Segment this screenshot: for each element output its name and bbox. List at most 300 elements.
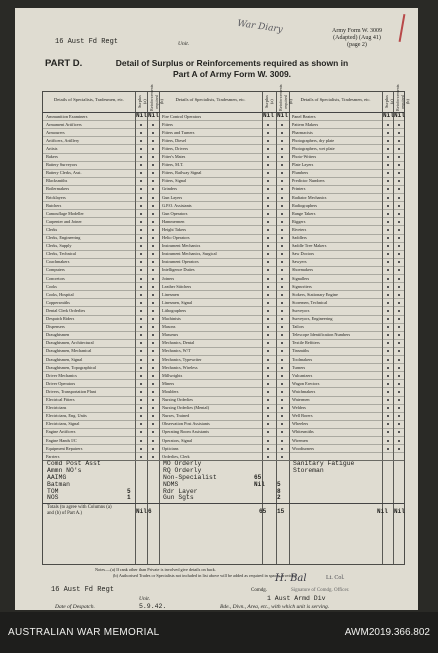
row-divider (43, 355, 404, 356)
blank-dot (281, 197, 283, 199)
blank-dot (387, 213, 389, 215)
trade-name: Storemen, Technical (292, 299, 328, 305)
blank-dot (387, 245, 389, 247)
blank-dot (152, 350, 154, 352)
extra-trade-name: MO Orderly (163, 460, 202, 468)
trade-name: Woodturners (292, 445, 315, 451)
blank-dot (267, 124, 269, 126)
blank-dot (387, 197, 389, 199)
blank-dot (140, 237, 142, 239)
trade-name: Plate Layers (292, 162, 314, 168)
trade-name: Fitters, M.T. (162, 162, 184, 168)
surplus-value: Nil (383, 111, 394, 119)
trade-name: Coachmakers (46, 259, 70, 265)
trade-column-header: Details of Specialists, Tradesmen, etc. (53, 97, 125, 102)
trade-name: Instrument Mechanics, Surgical (162, 251, 217, 257)
trade-name: Wheelers (292, 421, 309, 427)
row-divider (43, 420, 404, 421)
blank-dot (140, 229, 142, 231)
blank-dot (140, 213, 142, 215)
extra-trade-name: Batman (47, 480, 71, 488)
blank-dot (140, 286, 142, 288)
despatch-date-label: Date of Despatch. (55, 604, 95, 610)
trade-name: Well Borers (292, 413, 313, 419)
trade-name: Toolmakers (292, 356, 313, 362)
blank-dot (398, 399, 400, 401)
reinforcements-column-header: Reinforcements required (b) (395, 84, 410, 111)
blank-dot (398, 213, 400, 215)
trade-name: Intelligence Duties (162, 267, 195, 273)
blank-dot (281, 132, 283, 134)
blank-dot (140, 294, 142, 296)
signature-rank: Lt. Col. (326, 575, 345, 581)
extra-trade-name: TOM (47, 487, 59, 495)
trade-name: Mechanics, Typewriter (162, 356, 202, 362)
blank-dot (140, 197, 142, 199)
row-divider (43, 266, 404, 267)
form-title-line: Detail of Surplus or Reinforcements required as shown in (115, 58, 349, 68)
archive-reference: AWM2019.366.802 (344, 627, 430, 638)
blank-dot (281, 407, 283, 409)
blank-dot (152, 132, 154, 134)
blank-dot (281, 367, 283, 369)
blank-dot (140, 342, 142, 344)
trade-name: Mechanics, W/T (162, 348, 191, 354)
trade-name: Engine Artificers (46, 429, 76, 435)
blank-dot (140, 440, 142, 442)
blank-dot (267, 221, 269, 223)
form-ref-line: Army Form W. 3009 (331, 28, 382, 34)
blank-dot (387, 431, 389, 433)
form-reference (315, 28, 399, 49)
trade-name: Radiator Mechanics (292, 194, 327, 200)
trade-name: Welders (292, 405, 306, 411)
extra-reinforcement-value: 2 (277, 494, 281, 502)
row-divider (43, 396, 404, 397)
trade-name: Bakers (46, 154, 58, 159)
blank-dot (152, 140, 154, 142)
blank-dot (267, 188, 269, 190)
total-value: Nil (377, 508, 388, 516)
blank-dot (398, 415, 400, 417)
trade-name: Textile Refitters (292, 340, 320, 346)
reinforcements-column-header: Reinforcements required (b) (278, 84, 293, 111)
blank-dot (387, 229, 389, 231)
row-divider (43, 250, 404, 251)
trade-name: Draughtsmen, Architectural (46, 340, 94, 346)
blank-dot (152, 278, 154, 280)
trade-name: Cooks, Hospital (46, 291, 74, 297)
blank-dot (267, 294, 269, 296)
unit-label-bottom: Unit. (139, 596, 151, 602)
trade-name: Predictor Numbers (292, 178, 325, 184)
trade-name: Nurses, Trained (162, 413, 190, 419)
blank-dot (387, 383, 389, 385)
trade-name: Wiremen (292, 437, 308, 443)
trade-name: Sawyers (292, 259, 307, 265)
blank-dot (267, 326, 269, 328)
blank-dot (281, 286, 283, 288)
trade-name: Clerks, Technical (46, 251, 76, 257)
blank-dot (387, 318, 389, 320)
row-divider (43, 193, 404, 194)
row-divider (43, 217, 404, 218)
row-divider (43, 436, 404, 437)
blank-dot (267, 350, 269, 352)
blank-dot (267, 237, 269, 239)
row-divider (43, 363, 404, 364)
extra-trade-name: AAIMG (47, 473, 67, 481)
blank-dot (387, 278, 389, 280)
archive-name: AUSTRALIAN WAR MEMORIAL (8, 627, 160, 638)
blank-dot (267, 132, 269, 134)
extra-surplus-value: 1 (127, 494, 131, 502)
trade-name: Joiners (162, 275, 175, 281)
trade-name: Pattern Makers (292, 121, 319, 127)
blank-dot (387, 326, 389, 328)
blank-dot (387, 342, 389, 344)
trade-name: Cooks (46, 283, 57, 289)
blank-dot (140, 407, 142, 409)
blank-dot (281, 326, 283, 328)
blank-dot (387, 423, 389, 425)
trade-name: Driver Mechanics (46, 372, 77, 378)
row-divider (43, 404, 404, 405)
trade-name: Linesmen, Signal (162, 299, 193, 305)
blank-dot (398, 229, 400, 231)
blank-dot (281, 213, 283, 215)
blank-dot (281, 302, 283, 304)
blank-dot (398, 326, 400, 328)
blank-dot (152, 269, 154, 271)
blank-dot (152, 229, 154, 231)
blank-dot (387, 156, 389, 158)
extra-reinforcement-value: 8 (277, 487, 281, 495)
blank-dot (152, 456, 154, 458)
blank-dot (281, 431, 283, 433)
column-divider (135, 92, 136, 564)
blank-dot (398, 286, 400, 288)
blank-dot (152, 407, 154, 409)
blank-dot (398, 164, 400, 166)
blank-dot (387, 132, 389, 134)
trade-name: Linesmen (162, 291, 179, 297)
trade-name: Ammunition Examiners (46, 113, 88, 119)
blank-dot (152, 245, 154, 247)
blank-dot (281, 261, 283, 263)
extra-trade-name: NOS (47, 494, 59, 502)
blank-dot (152, 205, 154, 207)
blank-dot (398, 188, 400, 190)
column-divider (393, 92, 394, 564)
blank-dot (267, 399, 269, 401)
blank-dot (281, 448, 283, 450)
trade-name: Fitters, Signal (162, 178, 187, 184)
blank-dot (267, 172, 269, 174)
blank-dot (387, 286, 389, 288)
trade-name: Drivers, Transportation Plant (46, 388, 97, 394)
blank-dot (281, 350, 283, 352)
trade-name: Vulcanizers (292, 372, 313, 378)
trade-name: Saddle Tree Makers (292, 243, 327, 249)
blank-dot (140, 415, 142, 417)
trade-name: Artificers, Artillery (46, 137, 80, 143)
row-divider (43, 371, 404, 372)
trade-name: Photo-Writers (292, 154, 317, 159)
surplus-column-header: Surplus (a) (137, 95, 147, 109)
surplus-value: Nil (136, 111, 147, 119)
blank-dot (398, 302, 400, 304)
row-divider (43, 242, 404, 243)
trade-name: Stokers, Stationary Engine (292, 291, 338, 297)
extra-surplus-value: Nil (254, 480, 265, 488)
row-divider (43, 323, 404, 324)
blank-dot (152, 375, 154, 377)
trade-name: Armament Artificers (46, 121, 82, 127)
trade-name: Miners (162, 380, 175, 386)
blank-dot (140, 399, 142, 401)
row-divider (43, 144, 404, 145)
blank-dot (152, 415, 154, 417)
column-divider (262, 92, 263, 564)
total-value: Nil (136, 508, 147, 516)
blank-dot (387, 253, 389, 255)
blank-dot (398, 269, 400, 271)
trade-name: Fitters, Drivers (162, 145, 189, 151)
commanding-label: Comdg. (251, 588, 267, 593)
trade-name: Electricians, Eng. Units (46, 413, 87, 419)
trade-name: Concretors (46, 275, 65, 281)
document-page (15, 8, 418, 610)
blank-dot (140, 205, 142, 207)
blank-dot (398, 310, 400, 312)
unit-label: Unit. (178, 41, 190, 47)
surplus-value: Nil (263, 111, 274, 119)
trade-name: Instrument Mechanics (162, 243, 201, 249)
blank-dot (140, 124, 142, 126)
total-value: 15 (277, 508, 285, 516)
trade-name: Bricklayers (46, 194, 66, 200)
row-divider (43, 282, 404, 283)
reinforcement-value: Nil (148, 111, 159, 119)
trade-name: Whitesmiths (292, 429, 314, 435)
blank-dot (152, 423, 154, 425)
blank-dot (387, 237, 389, 239)
blank-dot (267, 213, 269, 215)
blank-dot (281, 156, 283, 158)
blank-dot (281, 188, 283, 190)
extra-trade-name: RQ Orderly (163, 467, 202, 475)
trade-name: Helio Operators (162, 235, 190, 240)
blank-dot (387, 375, 389, 377)
blank-dot (152, 261, 154, 263)
blank-dot (281, 294, 283, 296)
blank-dot (387, 440, 389, 442)
trade-name: Draughtsmen (46, 332, 70, 338)
trade-name: Masons (162, 324, 176, 330)
blank-dot (267, 342, 269, 344)
blank-dot (140, 448, 142, 450)
blank-dot (281, 140, 283, 142)
row-divider (43, 234, 404, 235)
row-divider (43, 169, 404, 170)
blank-dot (267, 448, 269, 450)
trade-name: Shoemakers (292, 267, 314, 273)
trade-name: Fitters and Turners (162, 129, 195, 135)
blank-dot (267, 334, 269, 336)
blank-dot (281, 342, 283, 344)
trade-name: Telescope Identification Numbers (292, 332, 351, 338)
row-divider (43, 128, 404, 129)
blank-dot (267, 456, 269, 458)
formation-name: 1 Aust Armd Div (267, 595, 326, 602)
blank-dot (281, 229, 283, 231)
trade-name: Camouflage Modeller (46, 210, 84, 216)
totals-label: Totals (to agree with Columns (a) and (b) of Part A.) (47, 505, 112, 517)
trade-name: Electrical Fitters (46, 397, 75, 402)
trade-name: Opticians (162, 445, 179, 451)
trade-name: Saddlers (292, 235, 307, 240)
blank-dot (398, 124, 400, 126)
blank-dot (387, 221, 389, 223)
blank-dot (387, 391, 389, 393)
blank-dot (152, 359, 154, 361)
trade-name: Clerks (46, 226, 58, 232)
blank-dot (152, 213, 154, 215)
blank-dot (140, 375, 142, 377)
blank-dot (398, 278, 400, 280)
blank-dot (398, 197, 400, 199)
trade-name: Battery Clerks, Asst. (46, 170, 82, 176)
blank-dot (398, 140, 400, 142)
blank-dot (281, 415, 283, 417)
trade-name: Photographers, dry plate (292, 137, 335, 143)
trade-name: Grinders (162, 186, 178, 192)
trade-name: Gun Layers (162, 194, 183, 200)
archive-footer (0, 612, 438, 653)
trade-name: Signwriters (292, 283, 312, 289)
blank-dot (387, 205, 389, 207)
blank-dot (281, 318, 283, 320)
blank-dot (387, 302, 389, 304)
row-divider (43, 315, 404, 316)
blank-dot (398, 448, 400, 450)
extra-trade-name: Storeman (293, 467, 324, 475)
row-divider (43, 153, 404, 154)
blank-dot (267, 140, 269, 142)
blank-dot (140, 253, 142, 255)
blank-dot (152, 180, 154, 182)
row-divider (43, 274, 404, 275)
form-ref-line: (page 2) (347, 42, 367, 48)
trade-name: Saw Doctors (292, 251, 315, 257)
blank-dot (398, 156, 400, 158)
trade-name: Observation Post Assistants (162, 421, 210, 427)
blank-dot (140, 350, 142, 352)
trade-name: Pharmacists (292, 129, 313, 135)
blank-dot (140, 318, 142, 320)
trade-name: Mechanics, Dental (162, 340, 195, 346)
despatch-date: 5.9.42. (139, 603, 167, 610)
trade-name: Tinsmiths (292, 348, 310, 354)
blank-dot (267, 431, 269, 433)
trade-name: Draughtsmen, Signal (46, 356, 83, 362)
trade-name: Radiographers (292, 202, 318, 208)
trade-name: Watchmakers (292, 388, 316, 394)
blank-dot (387, 180, 389, 182)
blank-dot (152, 431, 154, 433)
details-table (42, 84, 410, 565)
trade-name: Surveyors (292, 307, 310, 313)
row-divider (43, 201, 404, 202)
blank-dot (281, 278, 283, 280)
blank-dot (398, 423, 400, 425)
blank-dot (398, 359, 400, 361)
blank-dot (152, 172, 154, 174)
blank-dot (267, 269, 269, 271)
blank-dot (387, 415, 389, 417)
trade-name: Armourers (46, 129, 65, 135)
blank-dot (398, 440, 400, 442)
blank-dot (140, 221, 142, 223)
blank-dot (281, 205, 283, 207)
blank-dot (398, 350, 400, 352)
blank-dot (387, 140, 389, 142)
blank-dot (281, 164, 283, 166)
blank-dot (140, 172, 142, 174)
column-divider (159, 92, 160, 564)
row-divider (43, 225, 404, 226)
surplus-column-header: Surplus (a) (384, 95, 394, 109)
blank-dot (140, 456, 142, 458)
blank-dot (267, 286, 269, 288)
blank-dot (267, 367, 269, 369)
trade-name: Riggers (292, 218, 306, 224)
blank-dot (387, 261, 389, 263)
blank-dot (152, 294, 154, 296)
trade-name: Machinists (162, 316, 181, 321)
unit-name-bottom: 16 Aust Fd Regt (51, 586, 115, 594)
blank-dot (140, 326, 142, 328)
blank-dot (140, 148, 142, 150)
blank-dot (281, 423, 283, 425)
blank-dot (140, 423, 142, 425)
row-divider (43, 298, 404, 299)
trade-name: Fire Control Operators (162, 113, 202, 119)
trade-name: Photographers, wet plate (292, 145, 335, 151)
trade-name: Instrument Operators (162, 259, 199, 265)
blank-dot (152, 302, 154, 304)
blank-dot (140, 164, 142, 166)
trade-name: Fitters, Railway Signal (162, 170, 202, 176)
extra-surplus-value: 65 (254, 473, 262, 481)
handwritten-title: War Diary (236, 18, 284, 36)
extra-surplus-value: 5 (127, 487, 131, 495)
trade-name: Printers (292, 186, 306, 192)
trade-name: Orderlies, Clerk (162, 453, 190, 459)
row-divider (43, 452, 404, 453)
blank-dot (398, 237, 400, 239)
blank-dot (387, 124, 389, 126)
blank-dot (398, 431, 400, 433)
row-divider (43, 136, 404, 137)
blank-dot (398, 383, 400, 385)
notes (95, 567, 395, 578)
row-divider (43, 177, 404, 178)
blank-dot (267, 440, 269, 442)
trade-name: Coppersmiths (46, 299, 70, 305)
trade-name: Fitter's Mates (162, 154, 186, 159)
